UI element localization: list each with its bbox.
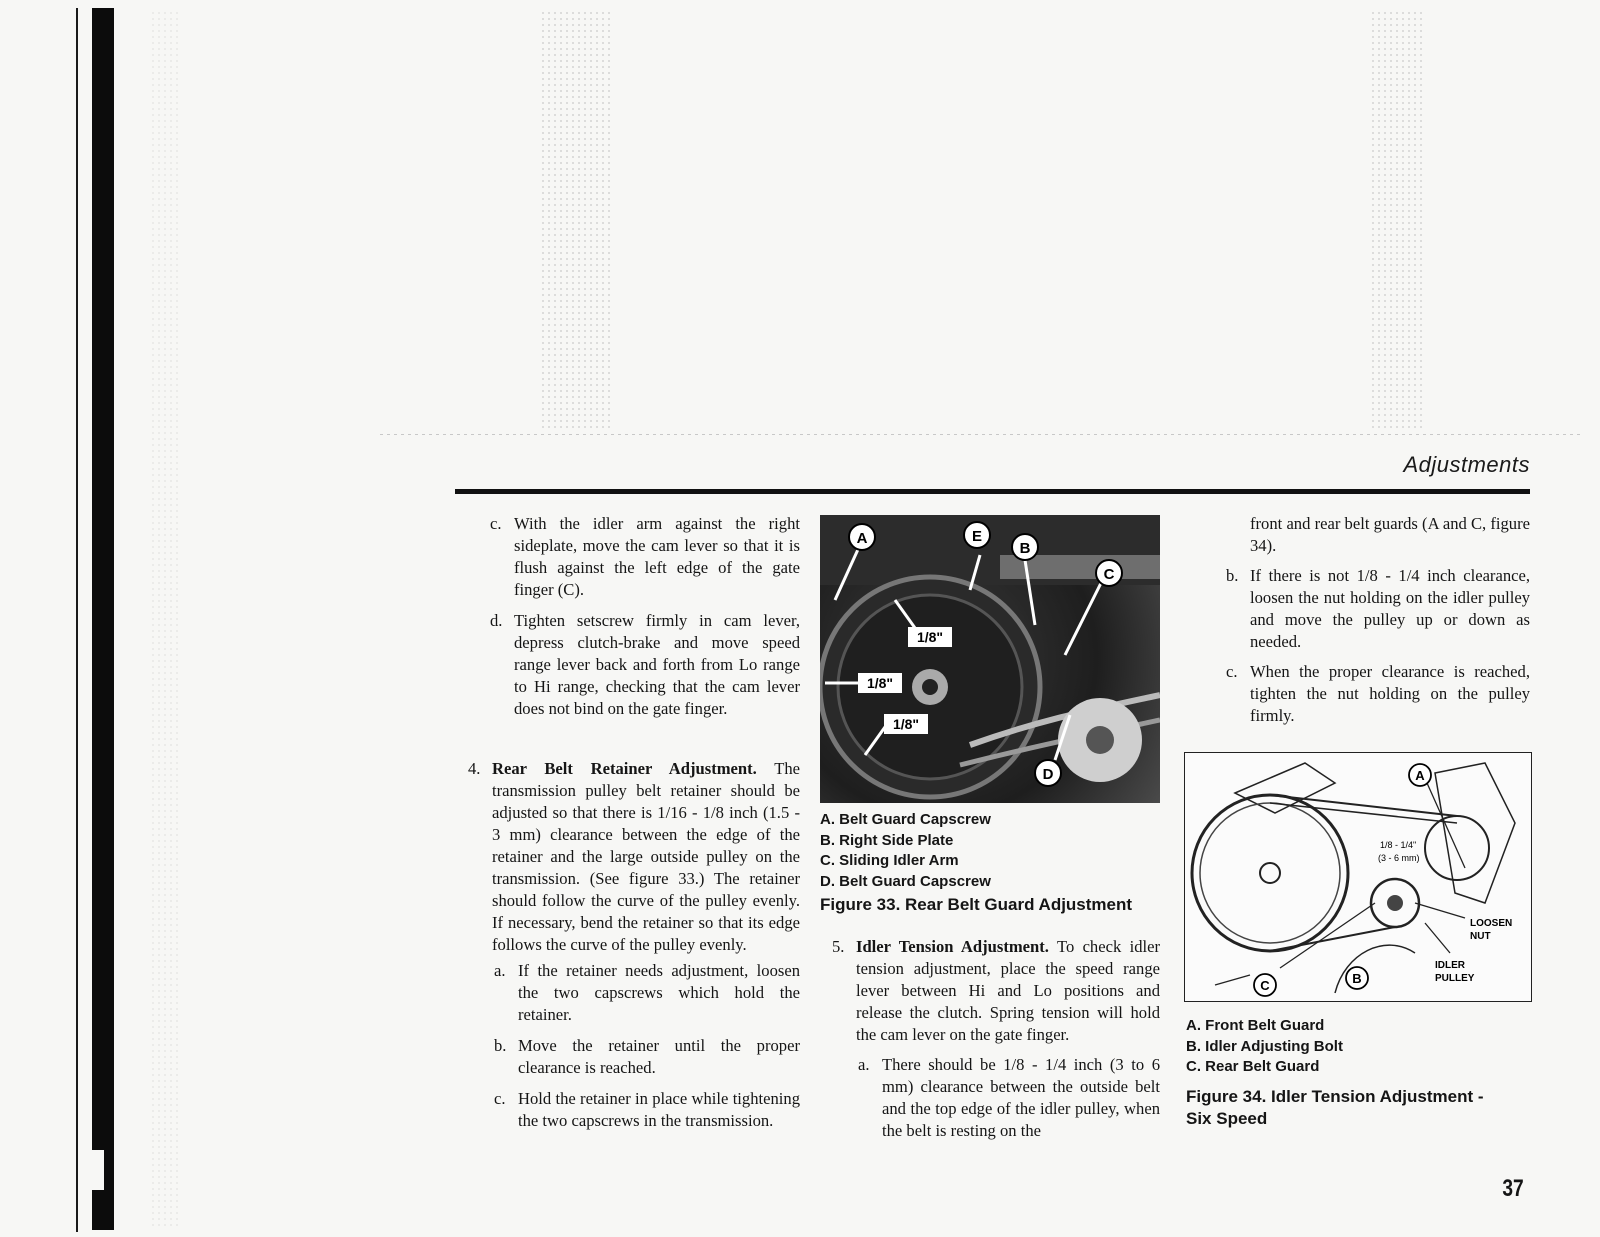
figure-33-legend: [820, 810, 991, 892]
loosen-label-line-2: NUT: [1470, 931, 1491, 942]
callout-a-label: A: [856, 530, 868, 547]
legend-item: C. Sliding Idler Arm: [820, 852, 959, 869]
idler-label-line-1: IDLER: [1435, 960, 1465, 971]
dimension-label: [858, 673, 902, 693]
item-text: Move the retainer until the proper clearance is reached.: [518, 1036, 800, 1077]
sub-item-c: [1226, 661, 1530, 727]
figure-34-drawing: [1184, 752, 1532, 1002]
step-text: [856, 936, 1160, 1046]
legend-item: B. Right Side Plate: [820, 831, 954, 849]
page-number: 37: [1502, 1175, 1524, 1202]
step-4-body: [468, 758, 800, 956]
step-title: Idler Tension Adjustment.: [856, 937, 1049, 956]
item-text: There should be 1/8 - 1/4 inch (3 to 6 mm) clearance between the outside belt and the top edge of the idler pulley, when the belt is resting on the: [882, 1055, 1160, 1140]
callout-e: [964, 522, 990, 548]
callout-c-label: C: [1260, 978, 1270, 993]
step-5: [832, 936, 1160, 1142]
continuation-text: front and rear belt guards (A and C, figure 34).: [1250, 514, 1530, 555]
step-number: 4.: [468, 759, 481, 778]
callout-b-label: B: [1352, 971, 1362, 986]
scan-bleed-line: [380, 434, 1580, 435]
scan-speckle: [150, 10, 180, 1230]
callout-d-label: D: [1042, 766, 1054, 783]
figure-33-drawing: [820, 515, 1160, 803]
binding-edge-shadow: [92, 8, 114, 1230]
callout-a-label: A: [1415, 768, 1425, 783]
sub-item-a: [832, 1054, 1160, 1142]
step-description: To check idler tension adjustment, place the speed range lever between Hi and Lo positions and release the clutch. Spring tension will hold the cam lever on the gate finger.: [856, 937, 1160, 1044]
item-text: Tighten setscrew firmly in cam lever, depress clutch-brake and move speed range lever back and forth from Lo range to Hi range, checking that the cam lever does not bind on the gate finger.: [514, 611, 800, 718]
dimension-text: 1/8": [916, 629, 944, 645]
scan-speckle: [540, 10, 610, 430]
sub-item-a: [468, 960, 800, 1026]
figure-34-title-line-1: Figure 34. Idler Tension Adjustment -: [1186, 1087, 1484, 1106]
dimension-text: 1/8": [892, 716, 920, 732]
header-rule: [455, 489, 1530, 494]
item-label: c.: [490, 514, 502, 533]
item-label: c.: [494, 1089, 506, 1108]
callout-c: [1096, 560, 1122, 586]
column-1: [490, 513, 800, 720]
figure-34-illustration: [1185, 753, 1531, 1001]
item-text: Hold the retainer in place while tightening the two capscrews in the transmission.: [518, 1089, 800, 1130]
binding-edge-notch: [92, 1150, 104, 1190]
list-item-d: [490, 610, 800, 720]
step-4: [468, 758, 800, 1132]
loosen-label-line-1: LOOSEN: [1470, 918, 1513, 929]
item-text: When the proper clearance is reached, tighten the nut holding on the pulley firmly.: [1250, 662, 1530, 725]
legend-item: D. Belt Guard Capscrew: [820, 872, 991, 890]
callout-b: [1346, 967, 1368, 989]
step-number: 5.: [832, 937, 845, 956]
figure-34-title: [1186, 1086, 1546, 1130]
dimension-label: [884, 714, 928, 734]
figure-33-title: Figure 33. Rear Belt Guard Adjustment: [820, 895, 1133, 914]
item-label: b.: [1226, 566, 1239, 585]
figure-34-title-line-2: Six Speed: [1186, 1109, 1268, 1128]
item-text: With the idler arm against the right sideplate, move the cam lever so that it is flush against the left edge of the gate finger (C).: [514, 514, 800, 599]
callout-d: [1035, 760, 1061, 786]
legend-item: A. Belt Guard Capscrew: [820, 811, 991, 828]
item-label: b.: [494, 1036, 507, 1055]
idler-label-line-2: PULLEY: [1435, 973, 1475, 984]
item-text: If there is not 1/8 - 1/4 inch clearance, loosen the nut holding on the idler pulley and move the pulley up or down as needed.: [1250, 566, 1530, 651]
dimension-label: [908, 627, 952, 647]
item-label: a.: [858, 1055, 870, 1074]
step-description: The transmission pulley belt retainer should be adjusted so that there is 1/16 - 1/8 inch (1.5 - 3 mm) clearance between the edge of the retainer and the large outside pulley on the transmission. (See figure 33.) The retainer should follow the curve of the pulley evenly. If necessary, bend the retainer so that its edge follows the curve of the pulley evenly.: [492, 759, 800, 954]
figure-34-legend: [1186, 1016, 1343, 1078]
callout-c: [1254, 974, 1276, 996]
item-label: c.: [1226, 662, 1238, 681]
dimension-line-1: 1/8 - 1/4": [1380, 840, 1417, 850]
legend-item: A. Front Belt Guard: [1186, 1017, 1325, 1034]
dimension-text: 1/8": [866, 675, 894, 691]
callout-c-label: C: [1103, 566, 1115, 583]
step-text: [492, 758, 800, 956]
callout-a: [1409, 764, 1431, 786]
callout-a: [849, 524, 875, 550]
section-title: Adjustments: [1403, 452, 1530, 477]
column-3: [1226, 513, 1530, 727]
sub-item-c: [468, 1088, 800, 1132]
sub-item-b: [1226, 565, 1530, 653]
list-item-c: [490, 513, 800, 601]
legend-item: B. Idler Adjusting Bolt: [1186, 1037, 1343, 1055]
item-label: d.: [490, 611, 503, 630]
item-text: If the retainer needs adjustment, loosen the two capscrews which hold the retainer.: [518, 961, 800, 1024]
scan-speckle: [1370, 10, 1425, 430]
step-5-body: [832, 936, 1160, 1046]
callout-b: [1012, 534, 1038, 560]
callout-e-label: E: [971, 528, 983, 545]
step-title: Rear Belt Retainer Adjustment.: [492, 759, 757, 778]
sub-item-b: [468, 1035, 800, 1079]
dimension-line-2: (3 - 6 mm): [1378, 853, 1420, 863]
binding-edge-line: [76, 8, 78, 1232]
legend-item: C. Rear Belt Guard: [1186, 1058, 1320, 1075]
callout-b-label: B: [1019, 540, 1031, 557]
item-label: a.: [494, 961, 506, 980]
figure-33-photo: [820, 515, 1160, 803]
